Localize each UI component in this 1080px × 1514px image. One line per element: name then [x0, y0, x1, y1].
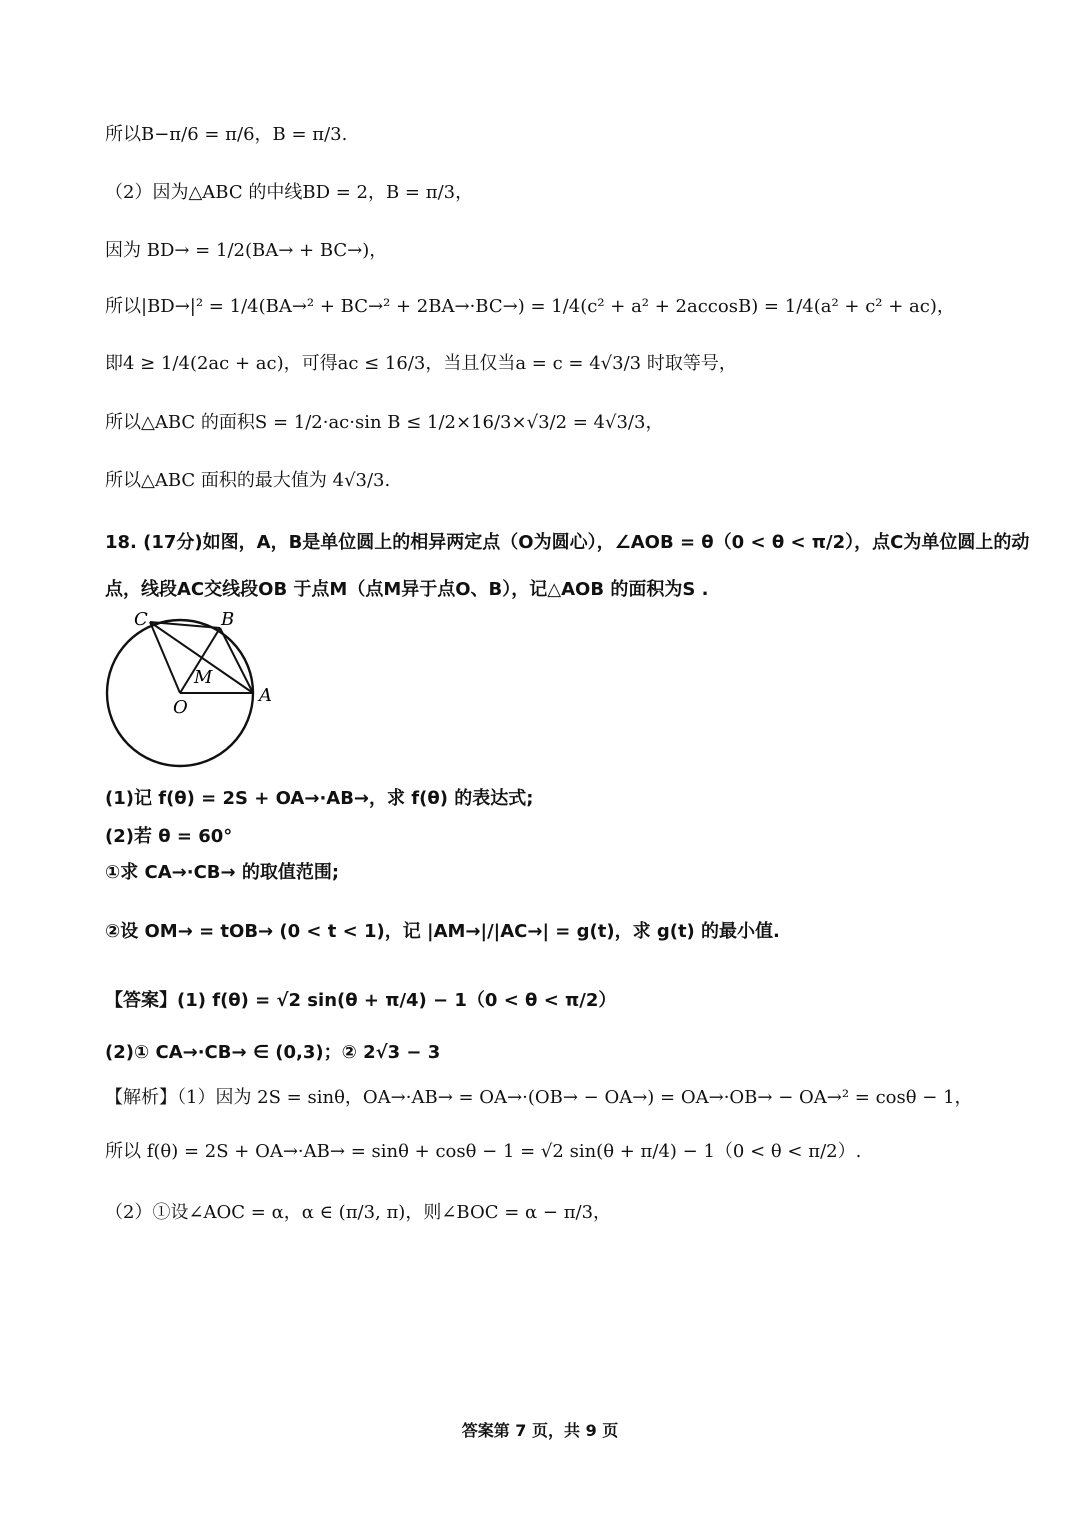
- question-stem: 18. (17分)如图，A，B是单位圆上的相异两定点（O为圆心），∠AOB = θ（0 < θ < π/2），点C为单位圆上的动: [105, 532, 1030, 553]
- segment-BA: [220, 628, 253, 693]
- text-line: （2）因为△ABC 的中线BD = 2，B = π/3，: [105, 182, 474, 203]
- answer-line: 【答案】(1) f(θ) = √2 sin(θ + π/4) − 1（0 < θ < π/2）: [105, 990, 617, 1011]
- label-B: B: [221, 609, 235, 630]
- question-stem: 点，线段AC交线段OB 于点M（点M异于点O、B），记△AOB 的面积为S .: [105, 579, 709, 600]
- text-line: 所以|BD→|² = 1/4(BA→² + BC→² + 2BA→·BC→) = 1/4(c² + a² + 2accosB) = 1/4(a² + c² + ac)，: [105, 296, 955, 317]
- text-line: 所以△ABC 的面积S = 1/2·ac·sin B ≤ 1/2×16/3×√3/2 = 4√3/3，: [105, 412, 664, 433]
- label-A: A: [259, 685, 272, 706]
- label-O: O: [173, 697, 188, 718]
- sub-question: (2)若 θ = 60°: [105, 826, 233, 847]
- analysis-line: （2）①设∠AOC = α，α ∈ (π/3, π)，则∠BOC = α − π/3，: [105, 1202, 612, 1223]
- page-footer: 答案第 7 页，共 9 页: [461, 1421, 619, 1440]
- text-line: 即4 ≥ 1/4(2ac + ac)，可得ac ≤ 16/3，当且仅当a = c = 4√3/3 时取等号，: [105, 353, 737, 374]
- unit-circle-figure: [100, 605, 285, 775]
- sub-question: ②设 OM→ = tOB→ (0 < t < 1)，记 |AM→|/|AC→| = g(t)，求 g(t) 的最小值.: [105, 921, 780, 942]
- sub-question: ①求 CA→·CB→ 的取值范围;: [105, 862, 340, 883]
- sub-question: (1)记 f(θ) = 2S + OA→·AB→，求 f(θ) 的表达式;: [105, 788, 534, 809]
- text-line: 所以△ABC 面积的最大值为 4√3/3.: [105, 470, 391, 491]
- label-C: C: [134, 609, 148, 630]
- answer-line: (2)① CA→·CB→ ∈ (0,3)；② 2√3 − 3: [105, 1042, 441, 1063]
- text-line: 因为 BD→ = 1/2(BA→ + BC→)，: [105, 240, 388, 261]
- analysis-line: 所以 f(θ) = 2S + OA→·AB→ = sinθ + cosθ − 1 = √2 sin(θ + π/4) − 1（0 < θ < π/2）.: [105, 1141, 862, 1162]
- analysis-line: 【解析】（1）因为 2S = sinθ，OA→·AB→ = OA→·(OB→ − OA→) = OA→·OB→ − OA→² = cosθ − 1，: [105, 1087, 973, 1108]
- text-line: 所以B−π/6 = π/6，B = π/3.: [105, 124, 348, 145]
- label-M: M: [194, 667, 213, 688]
